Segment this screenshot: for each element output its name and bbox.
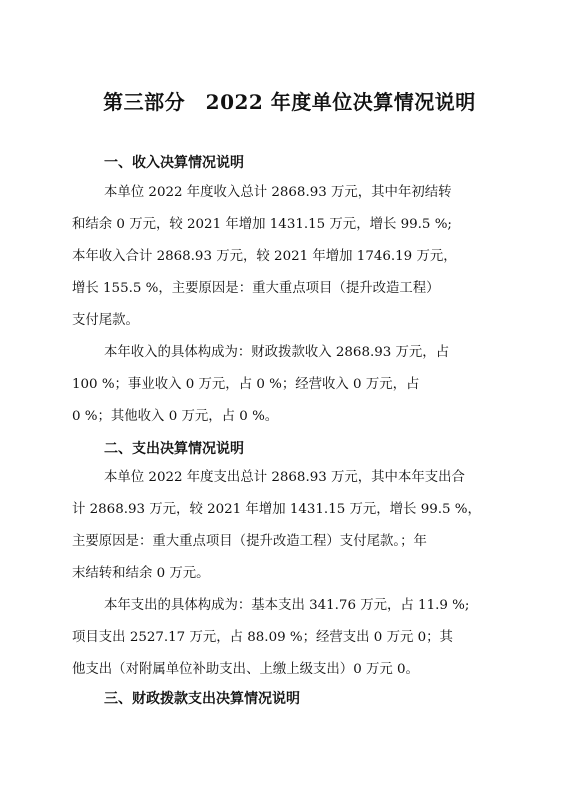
paragraph-line: 100 %；事业收入 0 万元，占 0 %；经营收入 0 万元，占	[72, 377, 420, 392]
paragraph-line: 0 %；其他收入 0 万元，占 0 %。	[72, 409, 279, 424]
paragraph-line: 主要原因是：重大重点项目（提升改造工程）支付尾款。；年	[72, 534, 427, 549]
page-title: 第三部分 2022 年度单位决算情况说明	[103, 90, 476, 114]
paragraph-line: 本单位 2022 年度支出总计 2868.93 万元，其中本年支出合	[104, 470, 465, 485]
paragraph-line: 计 2868.93 万元，较 2021 年增加 1431.15 万元，增长 99.5 %，	[72, 502, 481, 517]
paragraph-line: 本单位 2022 年度收入总计 2868.93 万元，其中年初结转	[104, 185, 452, 200]
paragraph-line: 他支出（对附属单位补助支出、上缴上级支出）0 万元 0。	[72, 662, 419, 677]
section-heading-income: 一、收入决算情况说明	[104, 155, 244, 171]
paragraph-line: 支付尾款。	[72, 313, 139, 328]
section-heading-expenditure: 二、支出决算情况说明	[104, 441, 244, 457]
paragraph-line: 本年支出的具体构成为：基本支出 341.76 万元，占 11.9 %;	[104, 598, 470, 613]
paragraph-line: 本年收入的具体构成为：财政拨款收入 2868.93 万元，占	[104, 345, 450, 360]
paragraph-line: 本年收入合计 2868.93 万元，较 2021 年增加 1746.19 万元，	[72, 249, 457, 264]
paragraph-line: 末结转和结余 0 万元。	[72, 566, 210, 581]
paragraph-line: 增长 155.5 %，主要原因是：重大重点项目（提升改造工程）	[72, 281, 440, 296]
section-heading-fiscal-expenditure: 三、财政拨款支出决算情况说明	[104, 691, 300, 707]
paragraph-line: 和结余 0 万元，较 2021 年增加 1431.15 万元，增长 99.5 %;	[72, 217, 452, 232]
paragraph-line: 项目支出 2527.17 万元，占 88.09 %；经营支出 0 万元 0；其	[72, 630, 453, 645]
